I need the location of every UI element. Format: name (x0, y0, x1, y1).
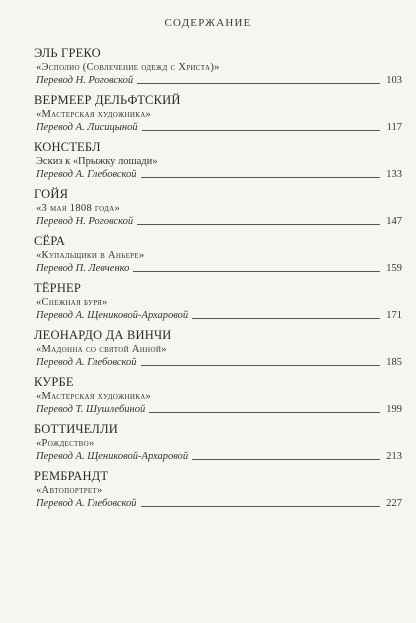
leader-rule (142, 130, 380, 131)
contents-entry (34, 281, 402, 328)
leader-rule (192, 459, 380, 460)
entry-work: Эскиз к «Прыжку лошади» (36, 156, 158, 167)
entry-page-number: 159 (386, 263, 402, 274)
leader-rule (192, 318, 380, 319)
entry-translator-line (34, 309, 402, 322)
entry-work: «Эсполио (Совлечение одежд с Христа)» (36, 62, 220, 73)
contents-entry (34, 93, 402, 140)
entry-translator-line (34, 450, 402, 463)
contents-entry (34, 234, 402, 281)
entry-translator-line (34, 403, 402, 416)
leader-rule (141, 365, 380, 366)
contents-entry (34, 375, 402, 422)
entry-translator-line (34, 121, 402, 134)
leader-rule (137, 224, 380, 225)
entry-author: ТЁРНЕР (34, 281, 82, 295)
leader-rule (149, 412, 380, 413)
contents-entry (34, 46, 402, 93)
entry-page-number: 171 (386, 310, 402, 321)
contents-entry (34, 187, 402, 234)
entry-translator: Перевод Н. Роговской (36, 216, 134, 227)
leader-rule (137, 83, 380, 84)
entry-translator-line (34, 497, 402, 510)
entry-author: ГОЙЯ (34, 187, 69, 201)
entry-work: «Купальщики в Аньере» (36, 250, 145, 261)
entry-author: ВЕРМЕЕР ДЕЛЬФТСКИЙ (34, 93, 181, 107)
entry-work: «Мастерская художника» (36, 391, 152, 402)
entry-page-number: 117 (386, 122, 402, 133)
entry-translator-line (34, 262, 402, 275)
leader-rule (141, 506, 380, 507)
entry-page-number: 147 (386, 216, 402, 227)
entry-author: КОНСТЕБЛ (34, 140, 101, 154)
entry-work: «Мастерская художника» (36, 109, 152, 120)
entry-page-number: 213 (386, 451, 402, 462)
entry-translator: Перевод А. Глебовской (36, 498, 137, 509)
entry-work: «Снежная буря» (36, 297, 108, 308)
leader-rule (133, 271, 380, 272)
entry-page-number: 199 (386, 404, 402, 415)
entry-page-number: 103 (386, 75, 402, 86)
entry-translator: Перевод Н. Роговской (36, 75, 134, 86)
entry-page-number: 133 (386, 169, 402, 180)
entry-translator-line (34, 215, 402, 228)
entry-translator: Перевод Т. Шушлебиной (36, 404, 146, 415)
entry-page-number: 185 (386, 357, 402, 368)
entry-page-number: 227 (386, 498, 402, 509)
entry-translator: Перевод А. Лисицыной (36, 122, 138, 133)
contents-entry (34, 140, 402, 187)
contents-entry (34, 422, 402, 469)
entry-translator-line (34, 168, 402, 181)
entry-translator-line (34, 356, 402, 369)
contents-entry (34, 328, 402, 375)
entry-translator: Перевод А. Глебовской (36, 169, 137, 180)
entry-translator-line (34, 74, 402, 87)
entry-work: «Рождество» (36, 438, 95, 449)
entry-work: «Мадонна со святой Анной» (36, 344, 167, 355)
leader-rule (141, 177, 380, 178)
entry-author: СЁРА (34, 234, 66, 248)
entry-author: КУРБЕ (34, 375, 74, 389)
entry-translator: Перевод А. Глебовской (36, 357, 137, 368)
contents-entry (34, 469, 402, 516)
entry-work: «3 мая 1808 года» (36, 203, 121, 214)
contents-heading: СОДЕРЖАНИЕ (164, 17, 252, 29)
entry-author: РЕМБРАНДТ (34, 469, 109, 483)
entry-author: БОТТИЧЕЛЛИ (34, 422, 118, 436)
entry-author: ЛЕОНАРДО ДА ВИНЧИ (34, 328, 172, 342)
entry-translator: Перевод А. Щениковой-Архаровой (36, 451, 189, 462)
entry-translator: Перевод А. Щениковой-Архаровой (36, 310, 189, 321)
entry-translator: Перевод П. Левченко (36, 263, 130, 274)
contents-list (34, 46, 402, 516)
entry-work: «Автопортрет» (36, 485, 103, 496)
entry-author: ЭЛЬ ГРЕКО (34, 46, 101, 60)
